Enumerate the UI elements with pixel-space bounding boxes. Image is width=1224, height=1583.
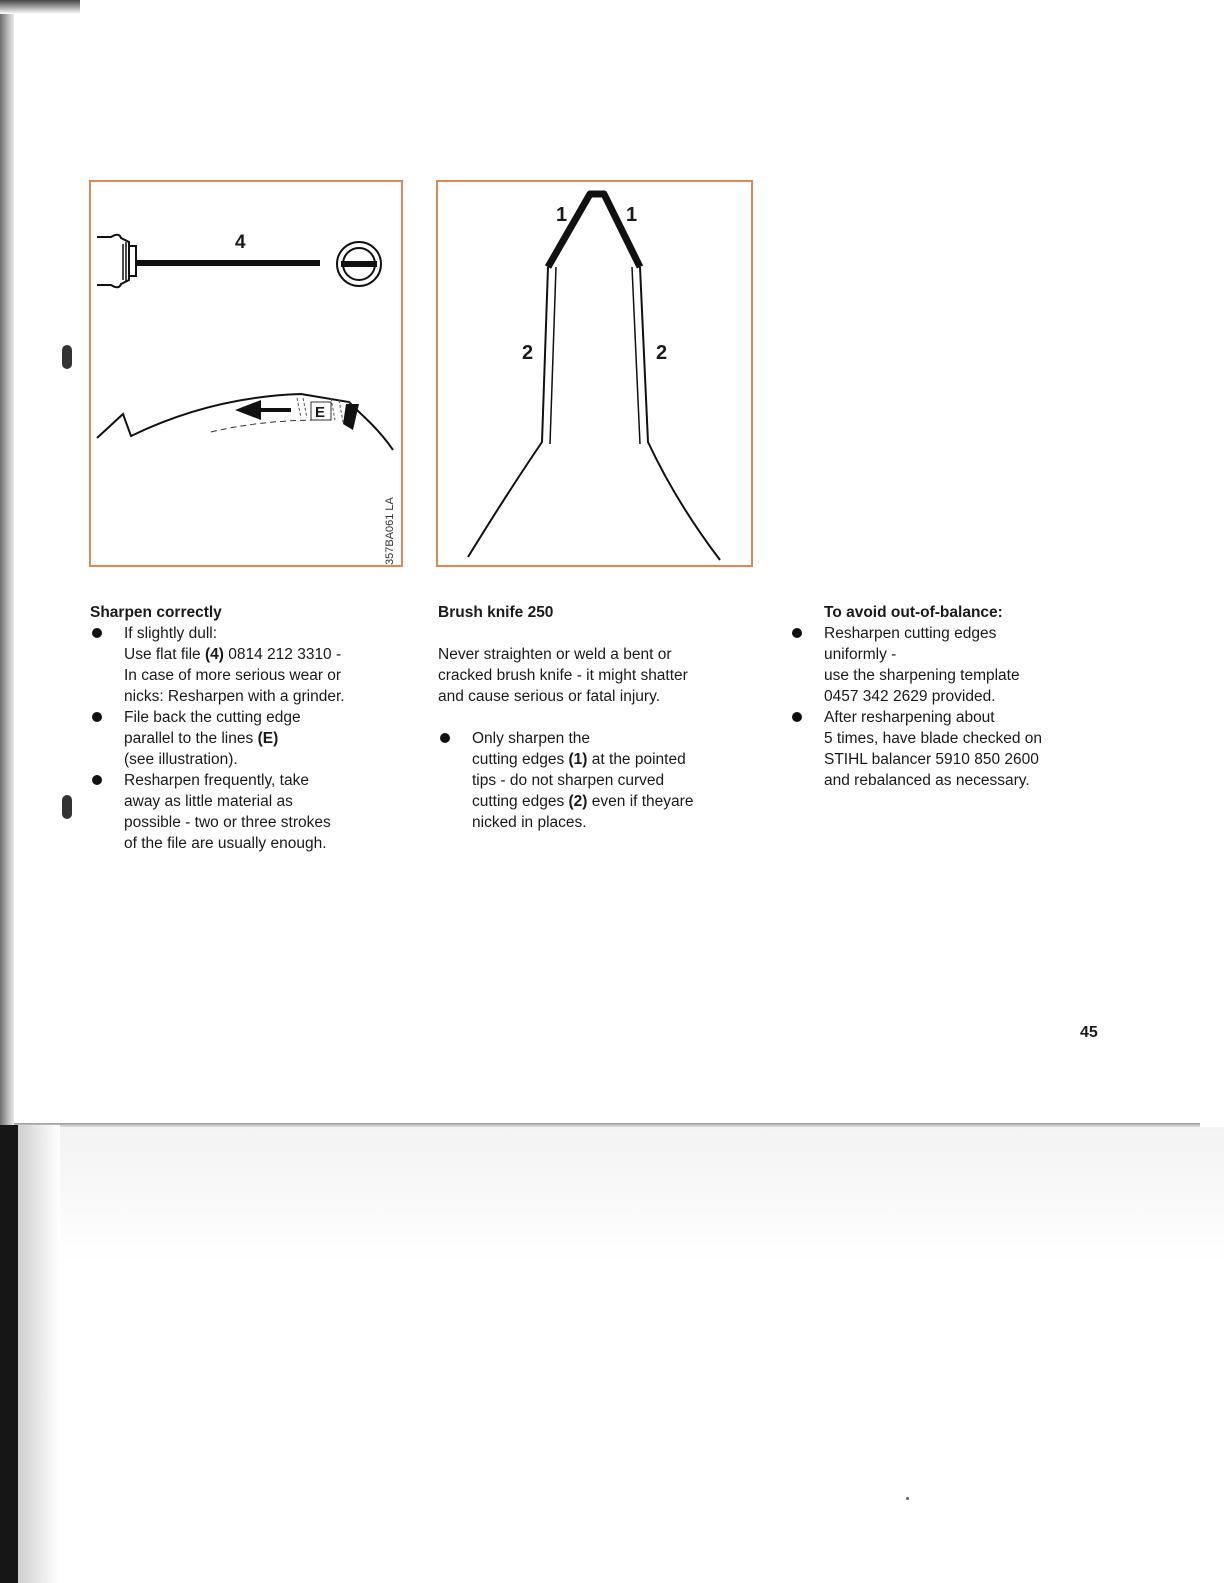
- list-item: [438, 728, 758, 833]
- punch-hole: [62, 345, 72, 369]
- text-line: STIHL balancer 5910 850 2600: [824, 751, 1039, 768]
- text-line: possible - two or three strokes: [124, 814, 331, 831]
- section-brush-knife: [438, 602, 758, 833]
- dust-speck: [906, 1497, 909, 1500]
- file-sharpening-illustration: [91, 182, 401, 565]
- list-item: [90, 707, 400, 770]
- text-line: Resharpen frequently, take: [124, 772, 309, 789]
- text-line: Resharpen cutting edges: [824, 625, 997, 642]
- text-line: Only sharpen the: [472, 730, 591, 747]
- label-curve-right: 2: [656, 342, 668, 364]
- bullet-dot: [92, 775, 102, 785]
- top-shadow: [0, 0, 80, 14]
- section-out-of-balance: [790, 602, 1090, 791]
- bullet-dot: [440, 733, 450, 743]
- text-line: Never straighten or weld a bent or: [438, 646, 672, 663]
- text-line: (see illustration).: [124, 751, 238, 768]
- punch-hole: [62, 795, 72, 819]
- text-line: Use flat file (4) 0814 212 3310 -: [124, 646, 342, 663]
- text-line: 5 times, have blade checked on: [824, 730, 1042, 747]
- list-item: [90, 623, 400, 707]
- section-sharpen-correctly: [90, 602, 400, 854]
- text-line: cracked brush knife - it might shatter: [438, 667, 688, 684]
- bullet-dot: [92, 712, 102, 722]
- text-line: uniformly -: [824, 646, 897, 663]
- figure-code: 357BA061 LA: [384, 497, 396, 565]
- text-line: use the sharpening template: [824, 667, 1020, 684]
- text-line: nicked in places.: [472, 814, 587, 831]
- text-line: parallel to the lines (E): [124, 730, 279, 747]
- figure-brush-knife: [436, 180, 753, 567]
- binding-dark: [0, 1125, 18, 1583]
- text-line: and cause serious or fatal injury.: [438, 688, 660, 705]
- brush-knife-illustration: [438, 182, 751, 565]
- figure-file-sharpening: [89, 180, 403, 567]
- bullet-dot: [792, 712, 802, 722]
- text-line: tips - do not sharpen curved: [472, 772, 665, 789]
- text-line: cutting edges (2) even if theyare: [472, 793, 694, 810]
- bullet-dot: [792, 628, 802, 638]
- label-tip-right: 1: [626, 204, 638, 226]
- next-page-area: [60, 1127, 1224, 1583]
- text-line: away as little material as: [124, 793, 293, 810]
- heading-sharpen-correctly: Sharpen correctly: [90, 604, 222, 621]
- heading-out-of-balance: To avoid out-of-balance:: [824, 604, 1003, 621]
- list-item: [790, 623, 1090, 707]
- bullet-dot: [92, 628, 102, 638]
- text-line: After resharpening about: [824, 709, 995, 726]
- text-line: nicks: Resharpen with a grinder.: [124, 688, 345, 705]
- label-file-number: 4: [235, 232, 246, 253]
- label-tip-left: 1: [556, 204, 568, 226]
- label-lines-e: E: [315, 404, 326, 421]
- heading-brush-knife: Brush knife 250: [438, 604, 554, 621]
- list-item: [790, 707, 1090, 791]
- text-line: In case of more serious wear or: [124, 667, 342, 684]
- label-curve-left: 2: [522, 342, 534, 364]
- page-number: 45: [1080, 1024, 1098, 1041]
- binding-shade: [18, 1125, 60, 1583]
- text-line: If slightly dull:: [124, 625, 218, 642]
- text-line: of the file are usually enough.: [124, 835, 327, 852]
- list-item: [90, 770, 400, 854]
- text-line: and rebalanced as necessary.: [824, 772, 1030, 789]
- text-line: File back the cutting edge: [124, 709, 301, 726]
- text-line: cutting edges (1) at the pointed: [472, 751, 686, 768]
- text-line: 0457 342 2629 provided.: [824, 688, 996, 705]
